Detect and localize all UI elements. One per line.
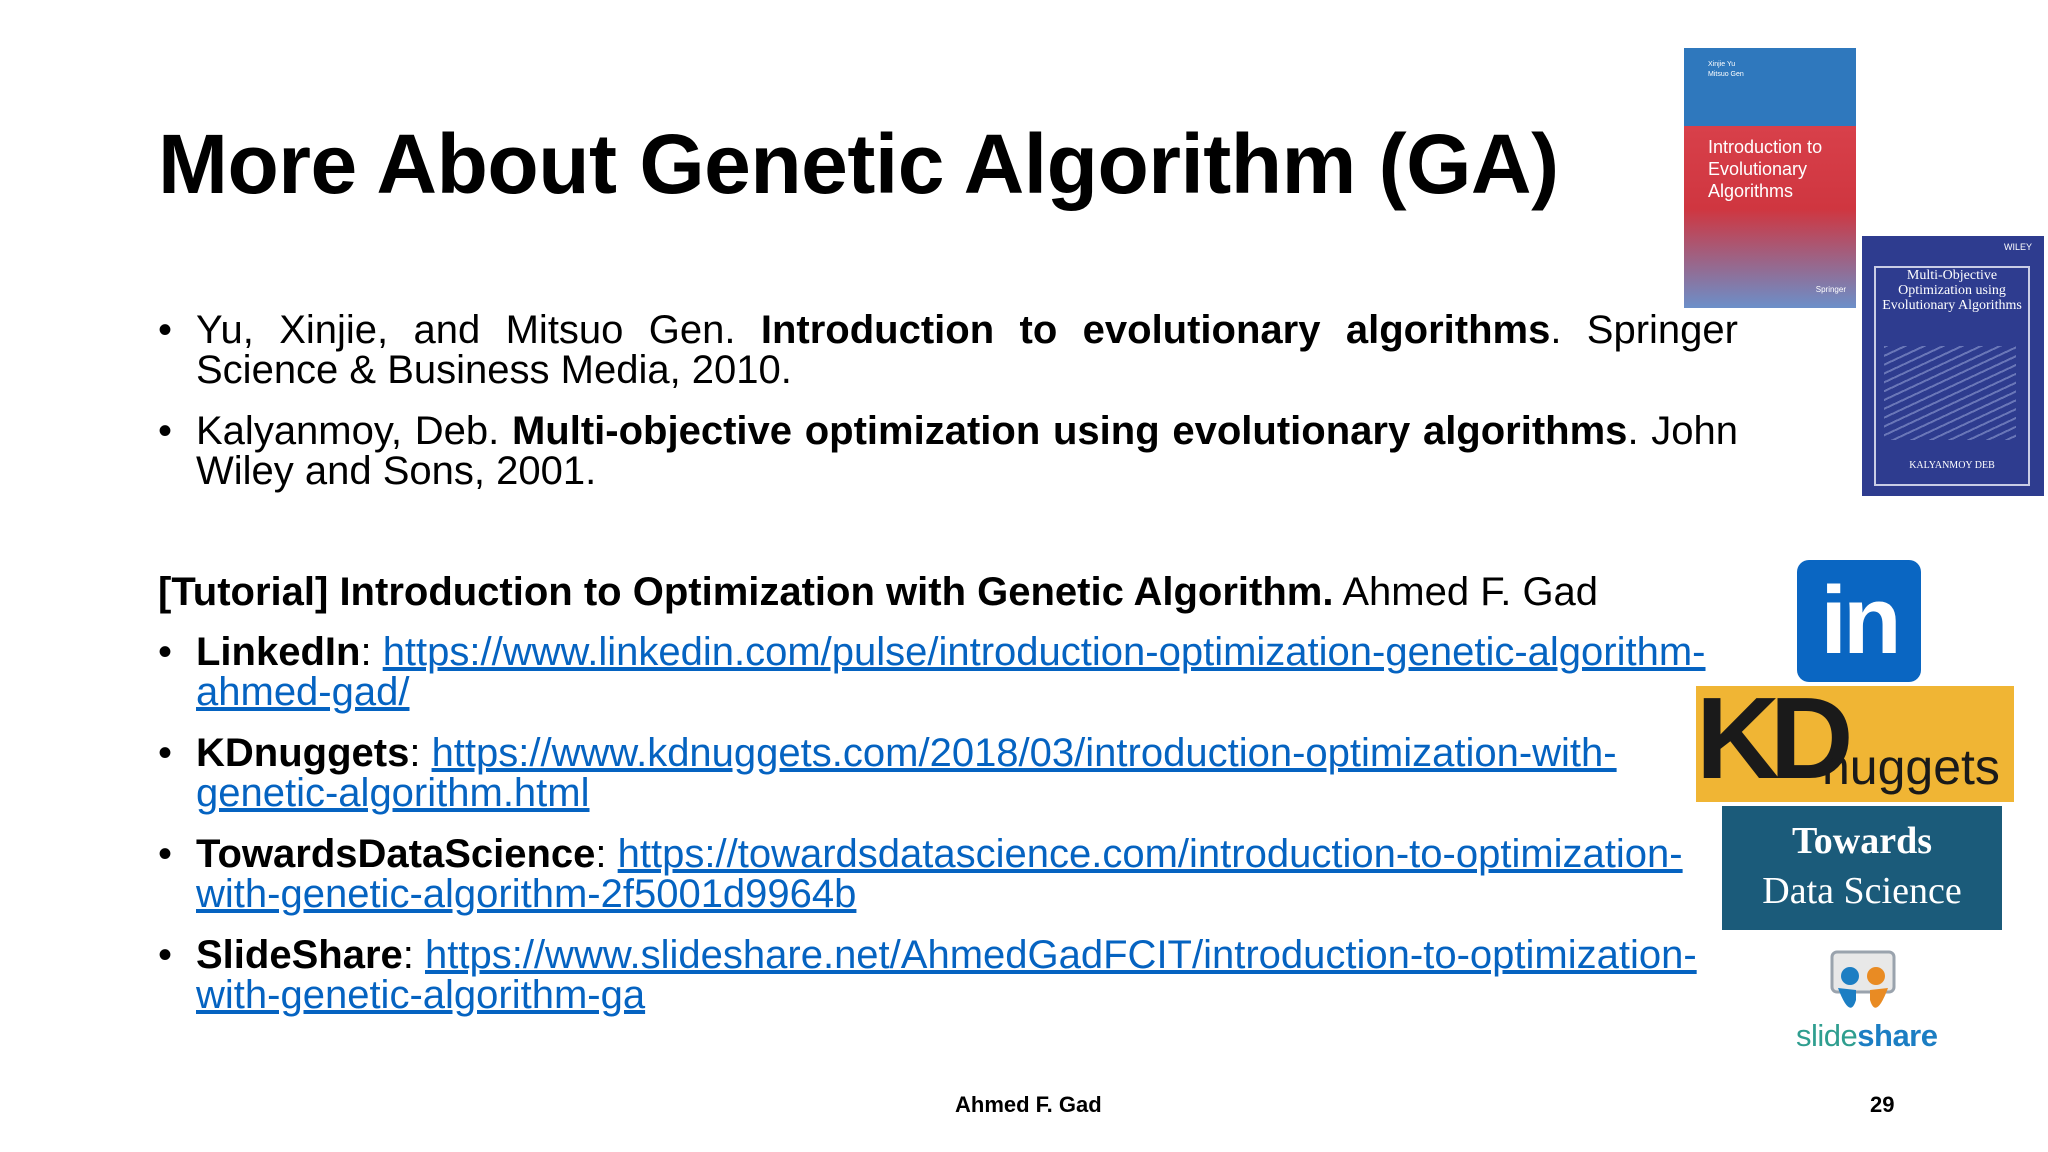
towards-data-science-logo (1722, 806, 2002, 930)
page-number: 29 (1870, 1092, 1895, 1117)
book-publisher: WILEY (2003, 242, 2032, 252)
reference-item (158, 310, 1738, 390)
slideshare-link[interactable]: https://www.slideshare.net/AhmedGadFCIT/introduction-to-optimization-with-genetic-algorithm-ga (196, 933, 1697, 1017)
link-item-slideshare (158, 935, 1718, 1015)
footer-author: Ahmed F. Gad (955, 1092, 1102, 1117)
reference-authors: Yu, Xinjie, and Mitsuo Gen. (196, 308, 761, 352)
tutorial-heading (158, 572, 1598, 612)
tutorial-links (158, 632, 1718, 1036)
slideshare-logo-icon (1828, 950, 1898, 1024)
book-author: Xinjie Yu (1708, 61, 1736, 68)
book-author: KALYANMOY DEB (1909, 460, 1995, 471)
tds-logo-line2: Data Science (1762, 870, 1962, 912)
kdnuggets-logo-kd: KD (1696, 686, 1844, 802)
book-publisher: Springer (1815, 285, 1846, 294)
link-item-kdnuggets (158, 733, 1718, 813)
tutorial-author: Ahmed F. Gad (1333, 570, 1599, 614)
slideshare-logo-text (1796, 1018, 1938, 1054)
slideshare-logo-share: share (1857, 1018, 1938, 1053)
kdnuggets-link[interactable]: https://www.kdnuggets.com/2018/03/introduction-optimization-with-genetic-algorithm.html (196, 731, 1617, 815)
tds-logo-line1: Towards (1791, 820, 1933, 862)
link-separator: : (402, 933, 425, 977)
linkedin-link[interactable]: https://www.linkedin.com/pulse/introduction-optimization-genetic-algorithm-ahmed-gad/ (196, 630, 1706, 714)
reference-title: Introduction to evolutionary algorithms (760, 308, 1551, 352)
cover-artwork (1884, 346, 2016, 440)
kdnuggets-logo-text: nuggets (1822, 739, 2000, 795)
link-separator: : (360, 630, 383, 674)
book-author: Mitsuo Gen (1708, 71, 1744, 78)
linkedin-logo-icon: in (1797, 560, 1921, 682)
book-title: Introduction to Evolutionary Algorithms (1708, 137, 1823, 201)
book-authors (1708, 60, 1808, 80)
link-site-name: KDnuggets (196, 731, 410, 775)
reference-list (158, 310, 1738, 512)
link-item-towardsdatascience (158, 834, 1718, 914)
reference-publisher: . John Wiley and Sons, 2001. (196, 409, 1739, 493)
link-separator: : (595, 832, 618, 876)
book-cover-intro-evolutionary-algorithms (1684, 48, 1856, 308)
tutorial-title: [Tutorial] Introduction to Optimization with Genetic Algorithm. (158, 570, 1334, 614)
kdnuggets-logo (1696, 686, 2014, 802)
link-site-name: LinkedIn (196, 630, 361, 674)
reference-item (158, 411, 1738, 491)
slide-title: More About Genetic Algorithm (GA) (158, 117, 1559, 211)
book-cover-multi-objective-optimization (1862, 236, 2044, 496)
reference-authors: Kalyanmoy, Deb. (196, 409, 512, 453)
link-site-name: TowardsDataScience (196, 832, 596, 876)
link-site-name: SlideShare (196, 933, 403, 977)
link-separator: : (409, 731, 432, 775)
slideshare-logo-slide: slide (1796, 1018, 1858, 1053)
book-title: Multi-Objective Optimization using Evolutionary Algorithms (1882, 268, 2022, 313)
reference-publisher: . Springer Science & Business Media, 2010. (196, 308, 1738, 392)
towardsdatascience-link[interactable]: https://towardsdatascience.com/introduction-to-optimization-with-genetic-algorithm-2f5001d9964b (196, 832, 1683, 916)
link-item-linkedin (158, 632, 1718, 712)
reference-title: Multi-objective optimization using evolutionary algorithms (511, 409, 1628, 453)
